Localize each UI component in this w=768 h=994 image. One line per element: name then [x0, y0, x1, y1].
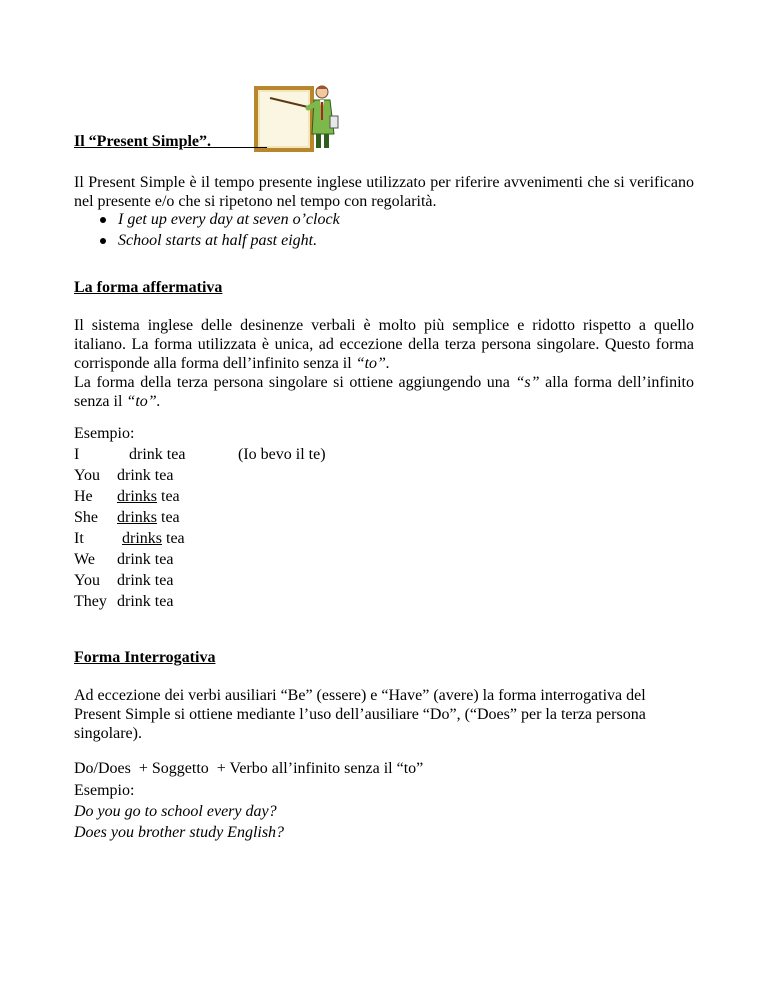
- affirmative-paragraph-2: La forma della terza persona singolare si ottiene aggiungendo una “s” alla forma dell’infinito senza il “to”.: [74, 374, 694, 410]
- verb-form: drink tea: [117, 446, 186, 463]
- verb-form: drinks tea: [117, 509, 180, 526]
- bullet-icon: [100, 217, 106, 223]
- list-item: I get up every day at seven o’clock: [74, 210, 340, 231]
- verb-form: drinks tea: [117, 488, 180, 505]
- verb-form: drink tea: [117, 551, 174, 568]
- translation-note: (Io bevo il te): [238, 446, 326, 463]
- list-item: Does you brother study English?: [74, 824, 285, 841]
- pronoun: I: [74, 446, 80, 463]
- interrogative-formula: Do/Does + Soggetto + Verbo all’infinito senza il “to”: [74, 760, 424, 777]
- pronoun: It: [74, 530, 84, 547]
- list-item: School starts at half past eight.: [74, 231, 340, 252]
- verb-form: drink tea: [117, 467, 174, 484]
- interrogative-examples: [74, 802, 284, 844]
- pronoun: He: [74, 488, 93, 505]
- intro-examples-list: [74, 210, 340, 252]
- affirmative-heading: La forma affermativa: [74, 279, 223, 296]
- pronoun: You: [74, 467, 100, 484]
- interrogative-example-label: Esempio:: [74, 782, 135, 799]
- interrogative-heading: Forma Interrogativa: [74, 649, 216, 666]
- verb-form: drinks tea: [122, 530, 185, 547]
- pronoun: She: [74, 509, 98, 526]
- pronoun: We: [74, 551, 95, 568]
- interrogative-paragraph: Ad eccezione dei verbi ausiliari “Be” (essere) e “Have” (avere) la forma interrogativa del Present Simple si ottiene mediante l’uso dell’ausiliare “Do”, (“Does” per la terza persona singolare).: [74, 687, 646, 742]
- page-title: Il “Present Simple”.: [74, 133, 212, 150]
- teacher-pointing-at-board-icon: [254, 76, 344, 152]
- verb-form: drink tea: [117, 572, 174, 589]
- bullet-icon: [100, 238, 106, 244]
- pronoun: They: [74, 593, 107, 610]
- affirmative-paragraph-1: Il sistema inglese delle desinenze verbali è molto più semplice e ridotto rispetto a quello italiano. La forma utilizzata è unica, ad eccezione della terza persona singolare. Questo forma corrisponde alla forma dell’infinito senza il “to”.: [74, 317, 694, 372]
- list-item: Do you go to school every day?: [74, 803, 277, 820]
- affirmative-example-label: Esempio:: [74, 425, 135, 442]
- pronoun: You: [74, 572, 100, 589]
- verb-form: drink tea: [117, 593, 174, 610]
- intro-paragraph: Il Present Simple è il tempo presente inglese utilizzato per riferire avvenimenti che si verificano nel presente e/o che si ripetono nel tempo con regolarità.: [74, 174, 694, 210]
